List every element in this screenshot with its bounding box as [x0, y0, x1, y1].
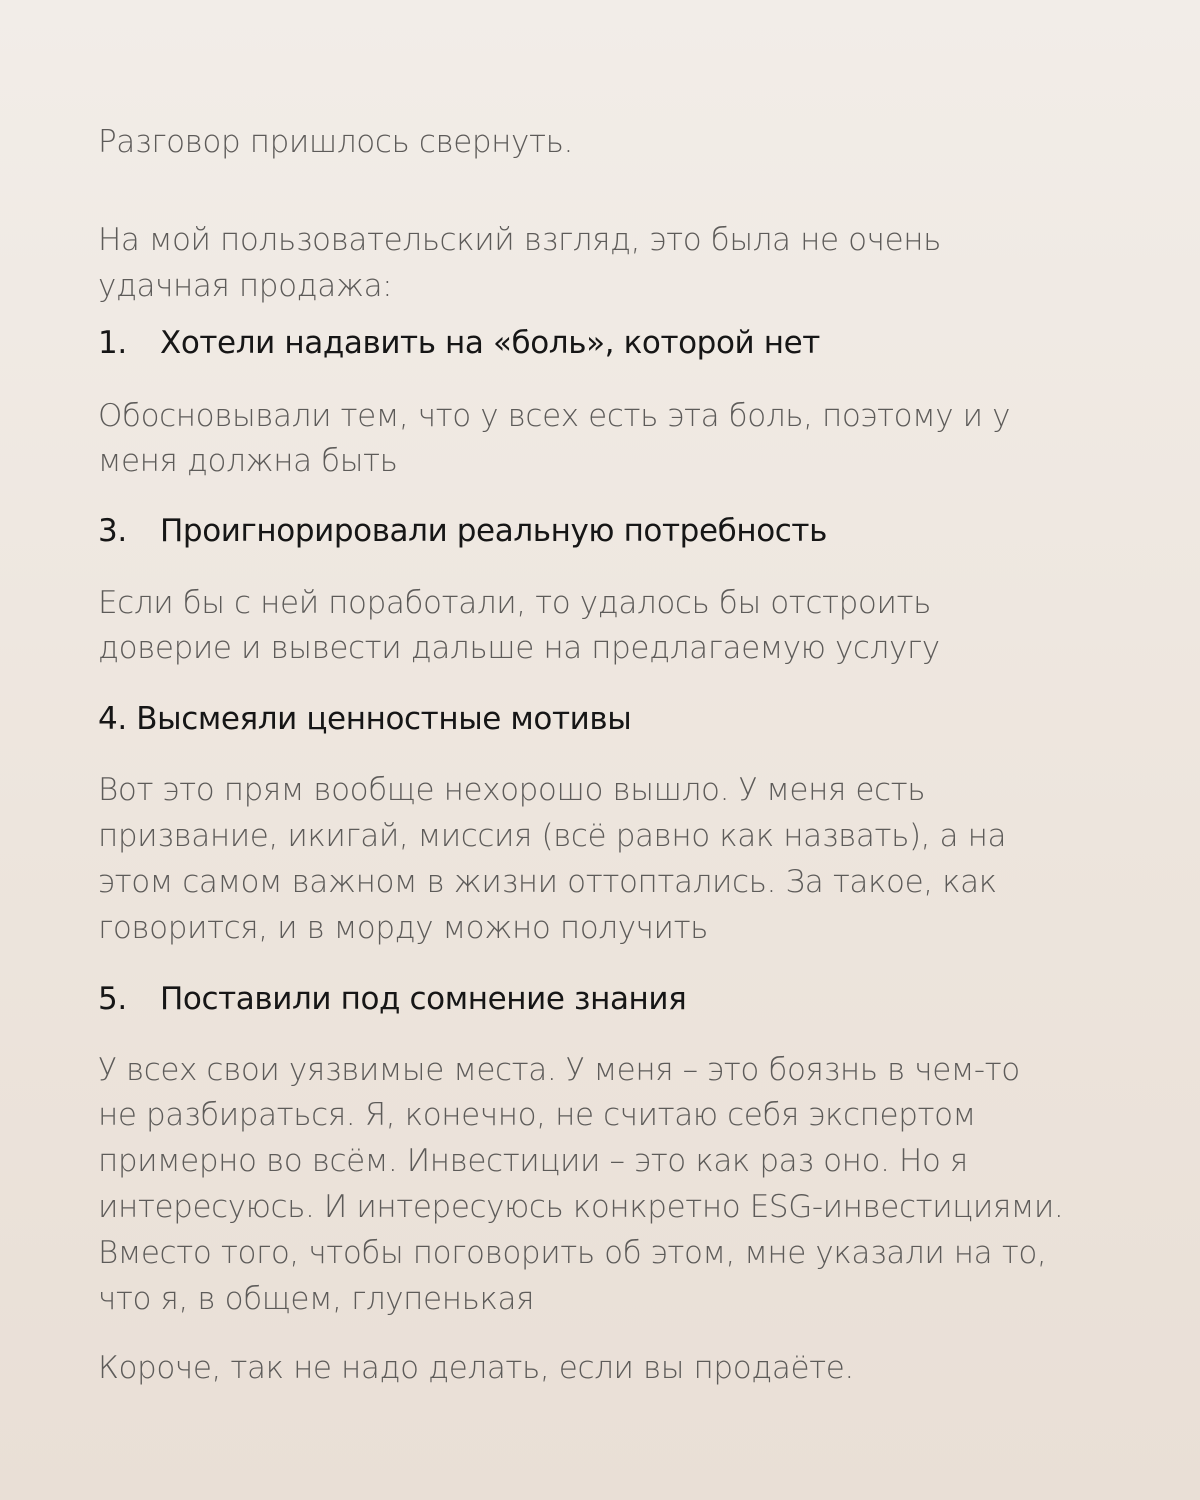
list-item-heading	[98, 696, 631, 742]
list-item-body-line: Вместо того, чтобы поговорить об этом, мне указали на то,	[98, 1235, 1047, 1271]
list-item-body-line: Обосновывали тем, что у всех есть эта боль, поэтому и у	[98, 398, 1011, 434]
context-paragraph-line: На мой пользовательский взгляд, это была не очень	[98, 222, 941, 258]
list-item-body-line: примерно во всём. Инвестиции – это как раз оно. Но я	[98, 1143, 968, 1179]
list-item-body-line: не разбираться. Я, конечно, не считаю себя экспертом	[98, 1097, 976, 1133]
list-item-title: Высмеяли ценностные мотивы	[136, 701, 632, 737]
list-item-body-line: У всех свои уязвимые места. У меня – это боязнь в чем-то	[98, 1052, 1020, 1088]
closing-paragraph: Короче, так не надо делать, если вы продаёте.	[98, 1350, 854, 1386]
context-paragraph-line: удачная продажа:	[98, 268, 393, 304]
list-item-number: 5.	[98, 981, 127, 1017]
list-item-body-line: Если бы с ней поработали, то удалось бы отстроить	[98, 585, 932, 621]
list-item-heading	[98, 320, 820, 366]
list-item-body-line: этом самом важном в жизни оттоптались. За такое, как	[98, 864, 997, 900]
list-item-body-line: призвание, икигай, миссия (всё равно как назвать), а на	[98, 818, 1007, 854]
intro-paragraph: Разговор пришлось свернуть.	[98, 124, 573, 160]
list-item-body-line: говорится, и в морду можно получить	[98, 910, 709, 946]
list-item-body-line: меня должна быть	[98, 443, 398, 479]
list-item-body-line: интересуюсь. И интересуюсь конкретно ESG-инвестициями.	[98, 1189, 1064, 1225]
list-item-body-line: доверие и вывести дальше на предлагаемую услугу	[98, 630, 940, 666]
list-item-body-line: что я, в общем, глупенькая	[98, 1281, 535, 1317]
list-item-heading	[98, 508, 827, 554]
list-item-title: Хотели надавить на «боль», которой нет	[160, 325, 820, 361]
list-item-body-line: Вот это прям вообще нехорошо вышло. У меня есть	[98, 772, 926, 808]
list-item-heading	[98, 976, 686, 1022]
list-item-title: Проигнорировали реальную потребность	[160, 513, 827, 549]
list-item-number: 4.	[98, 701, 127, 737]
list-item-number: 1.	[98, 325, 127, 361]
list-item-number: 3.	[98, 513, 127, 549]
list-item-title: Поставили под сомнение знания	[160, 981, 687, 1017]
